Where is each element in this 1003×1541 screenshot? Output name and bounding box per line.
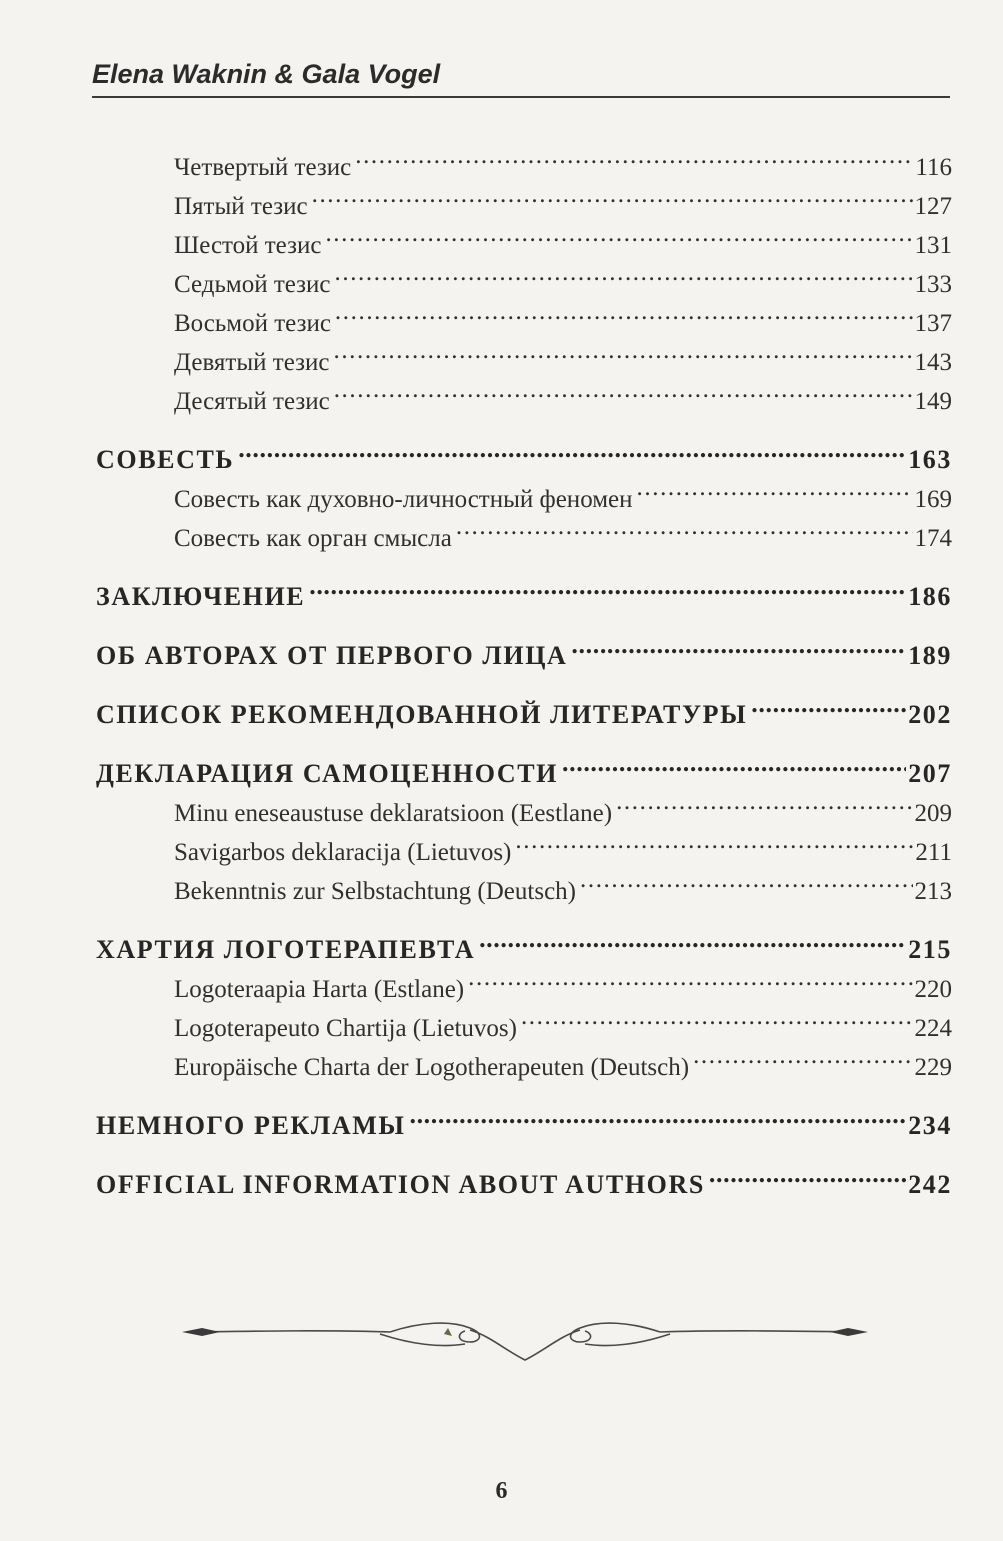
toc-entry-title: Шестой тезис [174, 232, 322, 259]
toc-section [96, 429, 952, 552]
toc-entry-title: Пятый тезис [174, 193, 308, 220]
toc-chapter-entry [96, 1154, 952, 1199]
toc-entry-page-number: 209 [914, 800, 952, 827]
decorative-divider-ornament [180, 1300, 870, 1370]
toc-entry-page-number: 149 [914, 388, 952, 415]
toc-entry-title: Savigarbos deklaracija (Lietuvos) [174, 839, 512, 866]
running-header [92, 58, 950, 98]
toc-section [96, 566, 952, 611]
dot-leader [335, 253, 913, 292]
page-number: 6 [495, 1478, 508, 1504]
toc-entry-title: Logoterapeuto Chartija (Lietuvos) [174, 1015, 517, 1042]
toc-entry-page-number: 143 [914, 349, 952, 376]
toc-entry-title: Восьмой тезис [174, 310, 331, 337]
toc-chapter-entry [96, 429, 952, 474]
toc-entry-page-number: 131 [914, 232, 952, 259]
toc-entry-title: Седьмой тезис [174, 271, 331, 298]
dot-leader [238, 429, 906, 468]
toc-entry-page-number: 224 [914, 1015, 952, 1042]
toc-section [96, 625, 952, 670]
dot-leader [693, 1036, 912, 1075]
toc-entry-title: Девятый тезис [174, 349, 330, 376]
toc-entry-page-number: 202 [908, 700, 952, 729]
toc-section [96, 136, 952, 415]
toc-chapter-entry [96, 625, 952, 670]
toc-entry-title: Europäische Charta der Logotherapeuten (Deutsch) [174, 1054, 690, 1081]
toc-entry-title: Minu eneseaustuse deklaratsioon (Eestlane) [174, 800, 613, 827]
toc-entry-title: СОВЕСТЬ [96, 445, 235, 474]
toc-entry-page-number: 213 [914, 878, 952, 905]
dot-leader [562, 743, 906, 782]
toc-entry-page-number: 220 [914, 976, 952, 1003]
toc-entry-title: Десятый тезис [174, 388, 330, 415]
toc-entry-title: НЕМНОГО РЕКЛАМЫ [96, 1111, 406, 1140]
dot-leader [637, 468, 913, 507]
dot-leader [333, 331, 912, 370]
toc-entry-page-number: 211 [915, 839, 952, 866]
dot-leader [521, 997, 913, 1036]
table-of-contents [96, 136, 952, 1213]
toc-entry-title: ЗАКЛЮЧЕНИЕ [96, 582, 306, 611]
toc-chapter-entry [96, 743, 952, 788]
toc-entry-title: Четвертый тезис [174, 154, 352, 181]
toc-entry-page-number: 163 [908, 445, 952, 474]
toc-entry-title: СПИСОК РЕКОМЕНДОВАННОЙ ЛИТЕРАТУРЫ [96, 700, 748, 729]
dot-leader [335, 292, 913, 331]
toc-entry-page-number: 215 [908, 935, 952, 964]
dot-leader [312, 175, 913, 214]
toc-entry-page-number: 186 [908, 582, 952, 611]
toc-entry-page-number: 137 [914, 310, 952, 337]
toc-entry-title: ХАРТИЯ ЛОГОТЕРАПЕВТА [96, 935, 476, 964]
toc-entry-page-number: 174 [914, 525, 952, 552]
dot-leader [456, 507, 913, 546]
toc-chapter-entry [96, 684, 952, 729]
toc-section [96, 743, 952, 905]
dot-leader [515, 821, 913, 860]
toc-section [96, 1095, 952, 1140]
dot-leader [616, 782, 912, 821]
dot-leader [334, 370, 913, 409]
running-header-title: Elena Waknin & Gala Vogel [92, 59, 441, 89]
toc-subsection-entry [96, 136, 952, 181]
toc-section [96, 1154, 952, 1199]
dot-leader [409, 1095, 906, 1134]
toc-entry-page-number: 189 [908, 641, 952, 670]
toc-section [96, 684, 952, 729]
toc-entry-page-number: 229 [914, 1054, 952, 1081]
dot-leader [571, 625, 906, 664]
toc-section [96, 919, 952, 1081]
toc-entry-page-number: 234 [908, 1111, 952, 1140]
dot-leader [479, 919, 906, 958]
toc-entry-page-number: 169 [914, 486, 952, 513]
toc-entry-title: Bekenntnis zur Selbstachtung (Deutsch) [174, 878, 576, 905]
toc-entry-title: Logoteraapia Harta (Estlane) [174, 976, 465, 1003]
dot-leader [325, 214, 912, 253]
toc-entry-page-number: 242 [908, 1170, 952, 1199]
dot-leader [355, 136, 913, 175]
toc-entry-title: OFFICIAL INFORMATION ABOUT AUTHORS [96, 1170, 705, 1199]
toc-entry-title: ОБ АВТОРАХ ОТ ПЕРВОГО ЛИЦА [96, 641, 568, 670]
dot-leader [580, 860, 913, 899]
toc-chapter-entry [96, 566, 952, 611]
toc-chapter-entry [96, 1095, 952, 1140]
dot-leader [751, 684, 906, 723]
toc-entry-title: ДЕКЛАРАЦИЯ САМОЦЕННОСТИ [96, 759, 559, 788]
toc-entry-page-number: 116 [915, 154, 952, 181]
dot-leader [468, 958, 912, 997]
toc-entry-title: Совесть как духовно-личностный феномен [174, 486, 633, 513]
toc-entry-page-number: 133 [914, 271, 952, 298]
dot-leader [309, 566, 906, 605]
dot-leader [709, 1154, 906, 1193]
toc-entry-page-number: 207 [908, 759, 952, 788]
toc-entry-title: Совесть как орган смысла [174, 525, 452, 552]
toc-entry-page-number: 127 [914, 193, 952, 220]
toc-chapter-entry [96, 919, 952, 964]
